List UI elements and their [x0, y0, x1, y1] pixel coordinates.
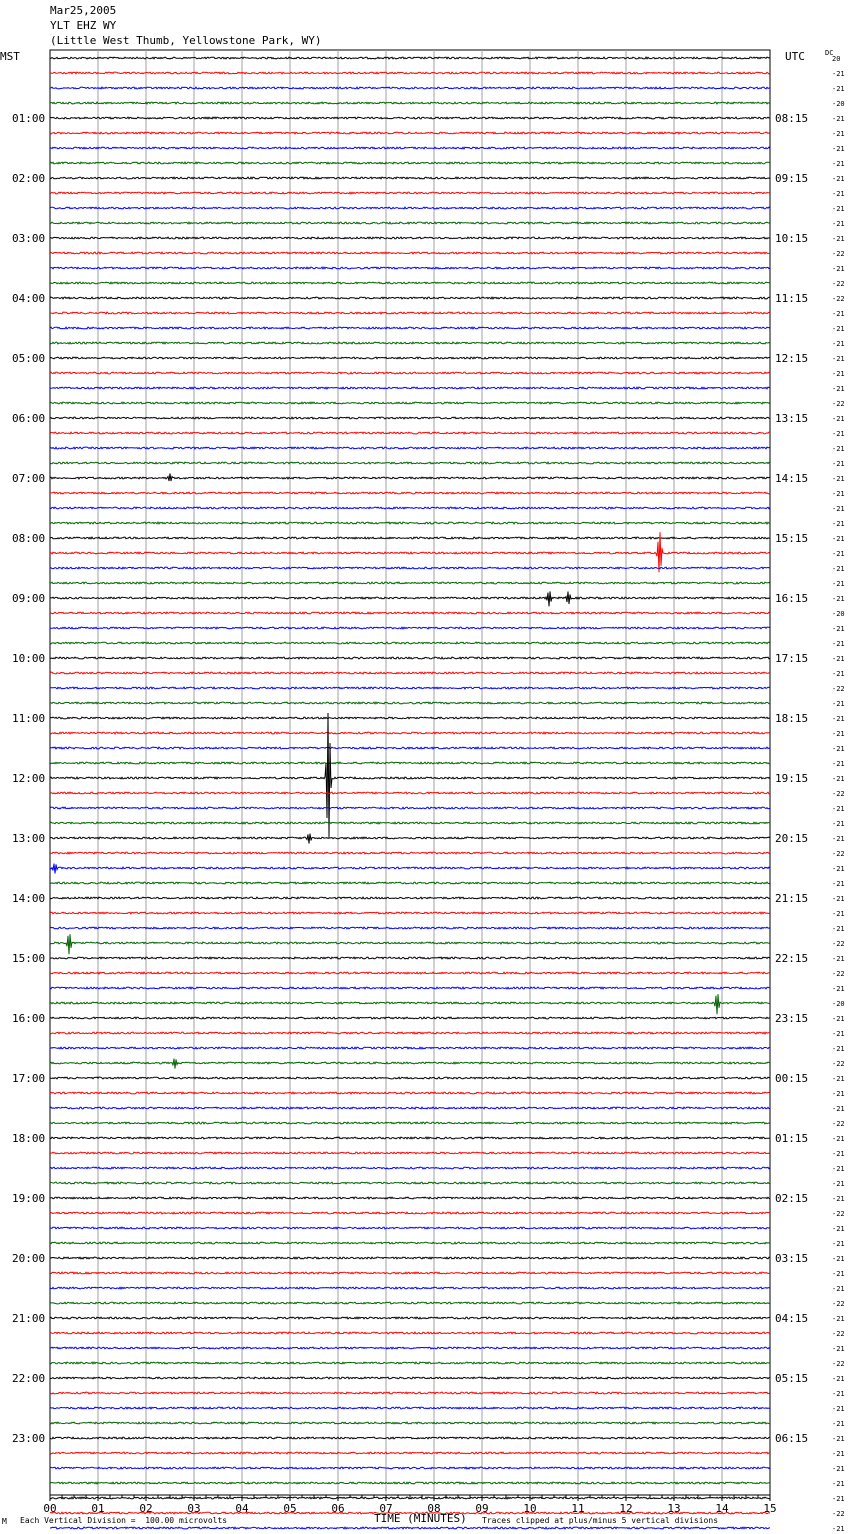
clip-note: Traces clipped at plus/minus 5 vertical divisions	[482, 1516, 719, 1525]
trace-row	[50, 417, 770, 419]
trace-row	[50, 822, 770, 824]
mst-hour-label: 07:00	[12, 472, 46, 485]
x-tick-label: 08	[427, 1502, 441, 1515]
mst-hour-label: 21:00	[12, 1312, 46, 1325]
dc-offset-label: -22	[832, 280, 845, 288]
mst-hour-label: 16:00	[12, 1012, 46, 1025]
trace-row	[50, 1527, 770, 1529]
trace-row	[50, 1242, 770, 1244]
x-tick-label: 00	[43, 1502, 57, 1515]
dc-offset-label: -21	[832, 235, 845, 243]
trace-row	[50, 1107, 770, 1109]
dc-offset-label: -21	[832, 1225, 845, 1233]
mst-hour-label: 03:00	[12, 232, 46, 245]
dc-offset-label: -21	[832, 415, 845, 423]
dc-offset-label: -21	[832, 730, 845, 738]
trace-row	[50, 702, 770, 704]
dc-offset-label: -20	[832, 610, 845, 618]
mst-hour-label: 06:00	[12, 412, 46, 425]
utc-hour-label: 02:15	[775, 1192, 809, 1205]
dc-offset-label: -21	[832, 565, 845, 573]
trace-row	[50, 1137, 770, 1139]
dc-offset-label: -21	[832, 640, 845, 648]
trace-row	[50, 1437, 770, 1439]
trace-row	[50, 492, 770, 494]
mst-hour-label: 20:00	[12, 1252, 46, 1265]
dc-offset-label: -21	[832, 745, 845, 753]
trace-row	[50, 1362, 770, 1364]
dc-offset-label: -21	[832, 1435, 845, 1443]
dc-offset-label: -22	[832, 250, 845, 258]
dc-offset-label: -21	[832, 1465, 845, 1473]
utc-hour-label: 15:15	[775, 532, 809, 545]
trace-row	[50, 297, 770, 299]
trace-row	[50, 657, 770, 659]
plot-frame	[50, 50, 770, 1495]
utc-hour-label: 10:15	[775, 232, 809, 245]
dc-offset-label: -21	[832, 310, 845, 318]
dc-offset-label: -21	[832, 1030, 845, 1038]
dc-offset-label: -21	[832, 385, 845, 393]
dc-offset-label: -22	[832, 1120, 845, 1128]
trace-row	[50, 864, 770, 874]
x-tick-label: 09	[475, 1502, 489, 1515]
trace-row	[50, 1017, 770, 1019]
dc-offset-label: -21	[832, 265, 845, 273]
trace-row	[50, 102, 770, 104]
trace-row	[50, 591, 770, 606]
trace-row	[50, 177, 770, 179]
trace-row	[50, 1212, 770, 1214]
utc-hour-label: 17:15	[775, 652, 809, 665]
trace-row	[50, 72, 770, 74]
trace-row	[50, 1392, 770, 1394]
utc-hour-label: 00:15	[775, 1072, 809, 1085]
dc-offset-label: -21	[832, 1525, 845, 1533]
station-location: (Little West Thumb, Yellowstone Park, WY)	[50, 34, 322, 47]
trace-row	[50, 1332, 770, 1334]
dc-offset-label: -21	[832, 190, 845, 198]
trace-row	[50, 87, 770, 89]
trace-row	[50, 507, 770, 509]
trace-row	[50, 342, 770, 344]
dc-offset-label: -21	[832, 1390, 845, 1398]
trace-row	[50, 522, 770, 524]
trace-row	[50, 192, 770, 194]
mst-hour-label: 04:00	[12, 292, 46, 305]
trace-row	[50, 1467, 770, 1469]
utc-hour-label: 06:15	[775, 1432, 809, 1445]
utc-hour-label: 16:15	[775, 592, 809, 605]
mst-hour-label: 14:00	[12, 892, 46, 905]
dc-offset-label: -21	[832, 115, 845, 123]
trace-row	[50, 1452, 770, 1454]
mst-hour-label: 19:00	[12, 1192, 46, 1205]
dc-offset-label: -21	[832, 160, 845, 168]
dc-offset-label: -21	[832, 130, 845, 138]
x-tick-label: 04	[235, 1502, 249, 1515]
x-tick-label: 10	[523, 1502, 537, 1515]
dc-offset-label: -21	[832, 985, 845, 993]
trace-row	[50, 934, 770, 954]
trace-row	[50, 1032, 770, 1034]
trace-row	[50, 1347, 770, 1349]
trace-row	[50, 717, 770, 719]
x-tick-label: 12	[619, 1502, 633, 1515]
mst-hour-label: 05:00	[12, 352, 46, 365]
dc-offset-label: -21	[832, 175, 845, 183]
dc-offset-label: -21	[832, 1255, 845, 1263]
dc-offset-label: -21	[832, 1165, 845, 1173]
dc-offset-label: -21	[832, 760, 845, 768]
x-tick-label: 15	[763, 1502, 777, 1515]
dc-offset-label: -21	[832, 775, 845, 783]
trace-row	[50, 402, 770, 404]
trace-row	[50, 1302, 770, 1304]
trace-row	[50, 327, 770, 329]
trace-row	[50, 282, 770, 284]
trace-row	[50, 432, 770, 434]
dc-offset-label: -21	[832, 895, 845, 903]
trace-row	[50, 312, 770, 314]
trace-row	[50, 222, 770, 224]
x-tick-label: 03	[187, 1502, 201, 1515]
trace-row	[50, 57, 770, 59]
trace-row	[50, 207, 770, 209]
mst-hour-label: 11:00	[12, 712, 46, 725]
trace-row	[50, 1152, 770, 1154]
dc-offset-label: -22	[832, 295, 845, 303]
dc-offset-label: -21	[832, 955, 845, 963]
trace-row	[50, 852, 770, 854]
scale-note: Each Vertical Division = 100.00 microvolts	[20, 1516, 228, 1525]
mst-hour-label: 22:00	[12, 1372, 46, 1385]
corner-mark: M	[2, 1517, 7, 1526]
dc-offset-label: -21	[832, 700, 845, 708]
dc-offset-label: -22	[832, 400, 845, 408]
dc-offset-label: -22	[832, 790, 845, 798]
x-axis-title: TIME (MINUTES)	[374, 1512, 467, 1525]
mst-hour-label: 01:00	[12, 112, 46, 125]
dc-label: DC	[825, 49, 834, 57]
dc-offset-label: -21	[832, 1270, 845, 1278]
utc-hour-label: 03:15	[775, 1252, 809, 1265]
mst-hour-label: 09:00	[12, 592, 46, 605]
dc-offset-label: -21	[832, 1045, 845, 1053]
trace-row	[50, 792, 770, 794]
trace-row	[50, 117, 770, 119]
utc-hour-label: 08:15	[775, 112, 809, 125]
trace-row	[50, 1197, 770, 1199]
dc-offset-label: -21	[832, 355, 845, 363]
utc-axis-label: UTC	[785, 50, 805, 63]
dc-offset-label: -21	[832, 430, 845, 438]
trace-row	[50, 1092, 770, 1094]
dc-offset-label: -22	[832, 685, 845, 693]
dc-offset-label: -21	[832, 70, 845, 78]
mst-hour-label: 15:00	[12, 952, 46, 965]
record-date: Mar25,2005	[50, 4, 117, 17]
trace-row	[50, 687, 770, 689]
dc-offset-label: -21	[832, 490, 845, 498]
trace-row	[50, 132, 770, 134]
dc-offset-label: -22	[832, 850, 845, 858]
trace-row	[50, 747, 770, 749]
trace-row	[50, 834, 770, 844]
station-code: YLT EHZ WY	[50, 19, 117, 32]
dc-offset-label: -21	[832, 835, 845, 843]
trace-row	[50, 447, 770, 449]
trace-row	[50, 387, 770, 389]
trace-row	[50, 732, 770, 734]
dc-offset-label: -21	[832, 1345, 845, 1353]
dc-offset-label: -21	[832, 1075, 845, 1083]
dc-offset-label: -21	[832, 205, 845, 213]
utc-hour-label: 05:15	[775, 1372, 809, 1385]
trace-row	[50, 537, 770, 539]
dc-offset-label: -21	[832, 925, 845, 933]
trace-row	[50, 147, 770, 149]
trace-row	[50, 627, 770, 629]
mst-axis-label: MST	[0, 50, 20, 63]
dc-offset-label: 20	[832, 55, 841, 63]
dc-offset-label: -21	[832, 1405, 845, 1413]
trace-row	[50, 1377, 770, 1379]
dc-offset-label: -21	[832, 1450, 845, 1458]
trace-row	[50, 1059, 770, 1069]
trace-row	[50, 1272, 770, 1274]
utc-hour-label: 14:15	[775, 472, 809, 485]
trace-row	[50, 1317, 770, 1319]
dc-offset-label: -22	[832, 1510, 845, 1518]
dc-offset-label: -21	[832, 520, 845, 528]
dc-offset-label: -21	[832, 655, 845, 663]
trace-row	[50, 582, 770, 584]
mst-hour-label: 13:00	[12, 832, 46, 845]
dc-offset-label: -22	[832, 1330, 845, 1338]
dc-offset-label: -22	[832, 940, 845, 948]
trace-row	[50, 1077, 770, 1079]
dc-offset-label: -21	[832, 370, 845, 378]
dc-offset-label: -21	[832, 580, 845, 588]
dc-offset-label: -22	[832, 1060, 845, 1068]
utc-hour-label: 21:15	[775, 892, 809, 905]
utc-hour-label: 09:15	[775, 172, 809, 185]
mst-hour-label: 10:00	[12, 652, 46, 665]
dc-offset-label: -21	[832, 1195, 845, 1203]
trace-row	[50, 1122, 770, 1124]
trace-row	[50, 1227, 770, 1229]
dc-offset-label: -21	[832, 910, 845, 918]
trace-row	[50, 882, 770, 884]
dc-offset-label: -21	[832, 625, 845, 633]
trace-row	[50, 912, 770, 914]
trace-row	[50, 957, 770, 959]
utc-hour-label: 19:15	[775, 772, 809, 785]
trace-row	[50, 612, 770, 614]
trace-row	[50, 372, 770, 374]
dc-offset-label: -22	[832, 1300, 845, 1308]
trace-row	[50, 762, 770, 764]
utc-hour-label: 04:15	[775, 1312, 809, 1325]
dc-offset-label: -21	[832, 535, 845, 543]
trace-row	[50, 1482, 770, 1484]
utc-hour-label: 23:15	[775, 1012, 809, 1025]
trace-row	[50, 1407, 770, 1409]
dc-offset-label: -21	[832, 475, 845, 483]
utc-hour-label: 18:15	[775, 712, 809, 725]
x-tick-label: 01	[91, 1502, 105, 1515]
dc-offset-label: -21	[832, 715, 845, 723]
dc-offset-label: -21	[832, 1420, 845, 1428]
trace-row	[50, 1422, 770, 1424]
dc-offset-label: -20	[832, 1000, 845, 1008]
dc-offset-label: -21	[832, 820, 845, 828]
trace-row	[50, 567, 770, 569]
trace-row	[50, 1047, 770, 1049]
trace-row	[50, 162, 770, 164]
dc-offset-label: -21	[832, 340, 845, 348]
dc-offset-label: -21	[832, 445, 845, 453]
mst-hour-label: 12:00	[12, 772, 46, 785]
x-tick-label: 14	[715, 1502, 729, 1515]
utc-hour-label: 20:15	[775, 832, 809, 845]
dc-offset-label: -21	[832, 1090, 845, 1098]
trace-row	[50, 927, 770, 929]
x-tick-label: 11	[571, 1502, 585, 1515]
dc-offset-label: -21	[832, 1105, 845, 1113]
x-tick-label: 07	[379, 1502, 393, 1515]
utc-hour-label: 13:15	[775, 412, 809, 425]
dc-offset-label: -21	[832, 505, 845, 513]
dc-offset-label: -21	[832, 1495, 845, 1503]
dc-offset-label: -21	[832, 1285, 845, 1293]
dc-offset-label: -21	[832, 1375, 845, 1383]
trace-row	[50, 462, 770, 464]
mst-hour-label: 18:00	[12, 1132, 46, 1145]
mst-hour-label: 02:00	[12, 172, 46, 185]
dc-offset-label: -21	[832, 880, 845, 888]
trace-row	[50, 1257, 770, 1259]
trace-row	[50, 1182, 770, 1184]
dc-offset-label: -21	[832, 805, 845, 813]
dc-offset-label: -21	[832, 550, 845, 558]
dc-offset-label: -21	[832, 1240, 845, 1248]
dc-offset-label: -21	[832, 670, 845, 678]
trace-row	[50, 1167, 770, 1169]
dc-offset-label: -21	[832, 220, 845, 228]
dc-offset-label: -21	[832, 145, 845, 153]
dc-offset-label: -21	[832, 325, 845, 333]
dc-offset-label: -21	[832, 865, 845, 873]
utc-hour-label: 12:15	[775, 352, 809, 365]
dc-offset-label: -21	[832, 1480, 845, 1488]
utc-hour-label: 22:15	[775, 952, 809, 965]
dc-offset-label: -21	[832, 1135, 845, 1143]
dc-offset-label: -21	[832, 1180, 845, 1188]
dc-offset-label: -22	[832, 1360, 845, 1368]
trace-row	[50, 897, 770, 899]
dc-offset-label: -21	[832, 1150, 845, 1158]
dc-offset-label: -21	[832, 85, 845, 93]
trace-row	[50, 994, 770, 1014]
utc-hour-label: 01:15	[775, 1132, 809, 1145]
dc-offset-label: -22	[832, 970, 845, 978]
trace-row	[50, 267, 770, 269]
x-tick-label: 05	[283, 1502, 297, 1515]
trace-row	[50, 474, 770, 482]
trace-row	[50, 642, 770, 644]
x-tick-label: 13	[667, 1502, 681, 1515]
trace-row	[50, 972, 770, 974]
dc-offset-label: -21	[832, 595, 845, 603]
trace-row	[50, 987, 770, 989]
trace-row	[50, 357, 770, 359]
mst-hour-label: 23:00	[12, 1432, 46, 1445]
trace-row	[50, 1287, 770, 1289]
trace-row	[50, 237, 770, 239]
dc-offset-label: -21	[832, 460, 845, 468]
dc-offset-label: -21	[832, 1315, 845, 1323]
utc-hour-label: 11:15	[775, 292, 809, 305]
trace-row	[50, 672, 770, 674]
trace-row	[50, 807, 770, 809]
trace-row	[50, 252, 770, 254]
mst-hour-label: 08:00	[12, 532, 46, 545]
dc-offset-label: -21	[832, 1015, 845, 1023]
x-tick-label: 06	[331, 1502, 345, 1515]
dc-offset-label: -22	[832, 1210, 845, 1218]
dc-offset-label: -20	[832, 100, 845, 108]
mst-hour-label: 17:00	[12, 1072, 46, 1085]
x-tick-label: 02	[139, 1502, 153, 1515]
